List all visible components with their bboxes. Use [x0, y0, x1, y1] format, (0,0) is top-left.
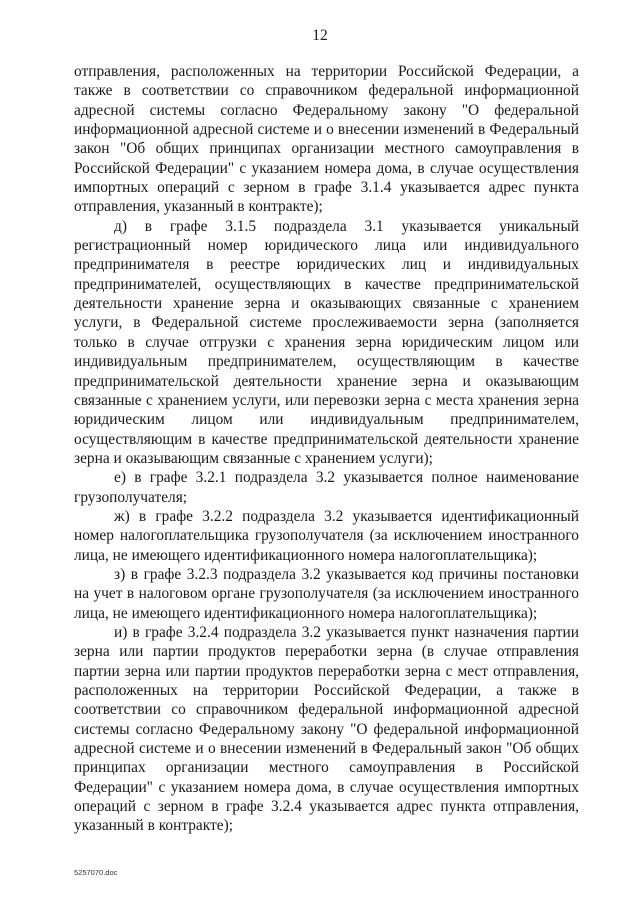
- paragraph-continuation: отправления, расположенных на территории Российской Федерации, а также в соответствии со справочником федеральной информационной адресной системы согласно Федеральному закону "О федеральной информационной адресной системе и о внесении изменений в Федеральный закон "Об общих принципах организации местного самоуправления в Российской Федерации" с указанием номера дома, в случае осуществления импортных операций с зерном в графе 3.1.4 указывается адрес пункта отправления, указанный в контракте);: [74, 63, 579, 216]
- paragraph-item-zh: ж) в графе 3.2.2 подраздела 3.2 указывается идентификационный номер налогоплательщика грузополучателя (за исключением иностранного лица, не имеющего идентификационного номера налогоплательщика);: [74, 507, 579, 564]
- paragraph-item-z: з) в графе 3.2.3 подраздела 3.2 указывается код причины постановки на учет в налоговом органе грузополучателя (за исключением иностранного лица, не имеющего идентификационного номера налогоплательщика);: [74, 565, 579, 622]
- paragraph-item-i: и) в графе 3.2.4 подраздела 3.2 указывается пункт назначения партии зерна или партии продуктов переработки зерна (в случае отправления партии зерна или партии продуктов переработки зерна с мест отправления, расположенных на территории Российской Федерации, а также в соответствии со справочником федеральной информационной адресной системы согласно Федеральному закону "О федеральной информационной адресной системе и о внесении изменений в Федеральный закон "Об общих принципах организации местного самоуправления в Российской Федерации" с указанием номера дома, в случае осуществления импортных операций с зерном в графе 3.2.4 указывается адрес пункта отправления, указанный в контракте);: [74, 623, 579, 835]
- page-number: 12: [312, 27, 328, 44]
- footer-filename: 5257070.doc: [74, 868, 118, 877]
- paragraph-item-e: е) в графе 3.2.1 подраздела 3.2 указывается полное наименование грузополучателя;: [74, 469, 579, 506]
- document-body: [74, 62, 579, 836]
- paragraph-item-d: д) в графе 3.1.5 подраздела 3.1 указывается уникальный регистрационный номер юридического лица или индивидуального предпринимателя в реестре юридических лиц и индивидуальных предпринимателей, осуществляющих в качестве предпринимательской деятельности хранение зерна и оказывающих связанные с хранением услуги, в Федеральной системе прослеживаемости зерна (заполняется только в случае отгрузки с хранения зерна юридическим лицом или индивидуальным предпринимателем, осуществляющим в качестве предпринимательской деятельности хранение зерна и оказывающим связанные с хранением услуги, или перевозки зерна с места хранения зерна юридическим лицом или индивидуальным предпринимателем, осуществляющим в качестве предпринимательской деятельности хранение зерна и оказывающим связанные с хранением услуги);: [74, 217, 579, 467]
